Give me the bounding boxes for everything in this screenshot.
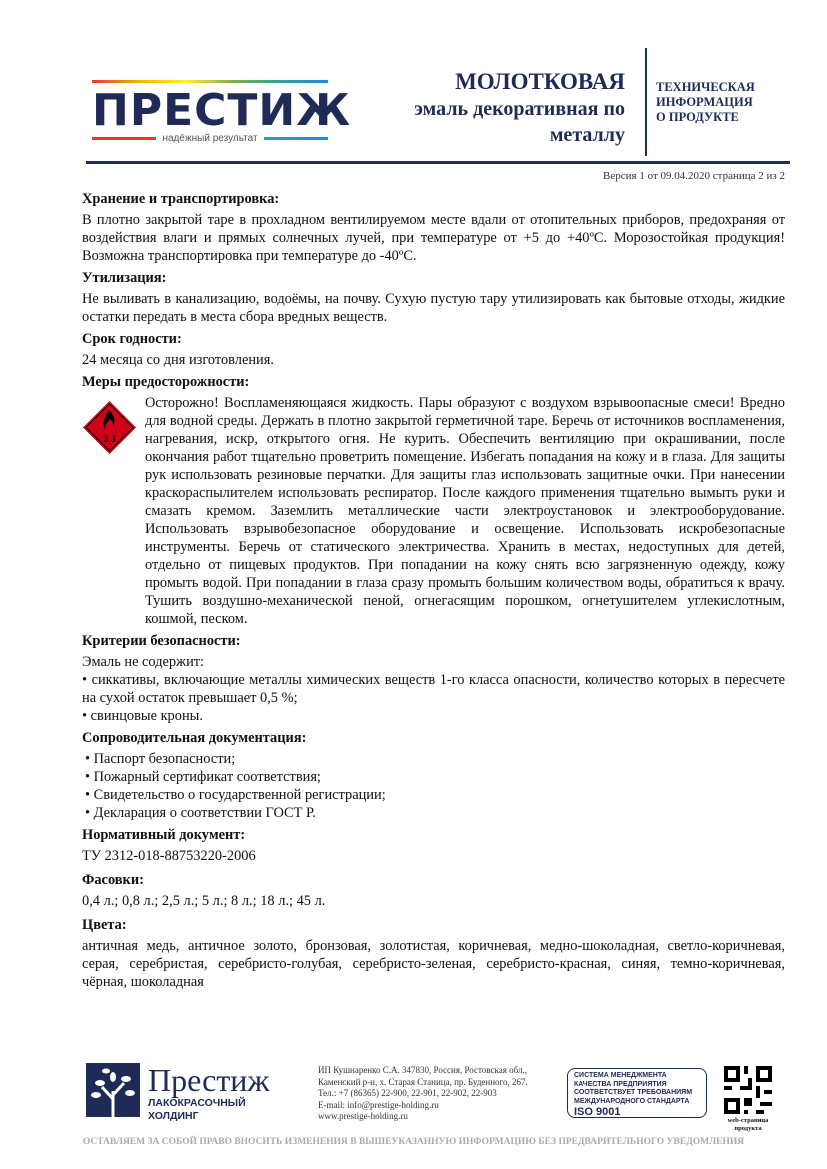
website-link[interactable]: www.prestige-holding.ru	[318, 1111, 408, 1121]
holding-logo: Престиж ЛАКОКРАСОЧНЫЙ ХОЛДИНГ	[86, 1063, 270, 1123]
safety-list	[82, 671, 785, 725]
list-item: • сиккативы, включающие металлы химических веществ 1-го класса опасности, количество которых в пересчете на сухой остаток превышает 0,5 %;	[82, 672, 785, 706]
section-heading: Критерии безопасности:	[82, 633, 241, 649]
section-text: Эмаль не содержит:	[82, 654, 205, 670]
flammable-hazard-icon	[82, 400, 137, 455]
section-heading: Сопроводительная документация:	[82, 730, 307, 746]
disclaimer: ОСТАВЛЯЕМ ЗА СОБОЙ ПРАВО ВНОСИТЬ ИЗМЕНЕНИЯ В ВЫШЕУКАЗАННУЮ ИНФОРМАЦИЮ БЕЗ ПРЕДВАРИТЕЛЬНОГО УВЕДОМЛЕНИЯ	[82, 1137, 745, 1147]
docs-list	[82, 750, 785, 822]
header-rule	[86, 161, 790, 164]
section-heading: Срок годности:	[82, 331, 182, 347]
list-item: • Декларация о соответствии ГОСТ Р.	[85, 805, 316, 821]
section-text: 24 месяца со дня изготовления.	[82, 352, 274, 368]
section-text: античная медь, античное золото, бронзовая, золотистая, коричневая, медно-шоколадная, светло-коричневая, серая, серебристая, серебристо-голубая, серебристо-зеленая, серебристо-красная, синяя, темно-коричневая, чёрная, шоколадная	[82, 938, 785, 990]
header-divider	[645, 48, 647, 156]
tree-logo-icon	[86, 1063, 140, 1117]
logo-word: ПРЕСТИЖ	[92, 85, 352, 136]
qr-label: web-страница продукта	[727, 1117, 769, 1132]
svg-text:3.3: 3.3	[103, 434, 116, 445]
list-item: • Свидетельство о государственной регистрации;	[85, 787, 386, 803]
email-link[interactable]: E-mail: info@prestige-holding.ru	[318, 1099, 439, 1110]
list-item: • Пожарный сертификат соответствия;	[85, 769, 321, 785]
iso-badge: СИСТЕМА МЕНЕДЖМЕНТА КАЧЕСТВА ПРЕДПРИЯТИЯ СООТВЕТСТВУЕТ ТРЕБОВАНИЯМ МЕЖДУНАРОДНОГО СТАНДАРТА ISO 9001	[567, 1068, 707, 1118]
prestige-logo	[92, 80, 352, 144]
section-text: ТУ 2312-018-88753220-2006	[82, 848, 256, 864]
section-heading: Цвета:	[82, 917, 127, 933]
document-body	[82, 190, 785, 995]
section-text: В плотно закрытой таре в прохладном вентилируемом месте вдали от отопительных приборов, предохраняя от воздействия влаги и прямых солнечных лучей, при температуре от +5 до +40ºС. Морозостойкая продукция! Возможна транспортировка при температуре до -40ºС.	[82, 212, 785, 264]
product-title: МОЛОТКОВАЯ эмаль декоративная по металлу	[414, 69, 625, 146]
section-heading: Хранение и транспортировка:	[82, 191, 280, 207]
section-text: 0,4 л.; 0,8 л.; 2,5 л.; 5 л.; 8 л.; 18 л.; 45 л.	[82, 893, 326, 909]
list-item: • свинцовые кроны.	[82, 708, 203, 724]
list-item: • Паспорт безопасности;	[85, 751, 236, 767]
section-text: Не выливать в канализацию, водоёмы, на почву. Сухую пустую тару утилизировать как бытовые отходы, жидкие остатки передать в места сбора вредных веществ.	[82, 291, 785, 325]
section-text: Осторожно! Воспламеняющаяся жидкость. Пары образуют с воздухом взрывоопасные смеси! Вредно для водной среды. Держать в плотно закрытой герметичной таре. Беречь от источников воспламенения, нагревания, искр, открытого огня. Не курить. Обеспечить вентиляцию при окрашивании, после окончания работ тщательно проветрить помещение. Избегать попадания на кожу и в глаза. Для защиты рук использовать резиновые перчатки. Для защиты глаз использовать защитные очки. При нанесении краскораспылителем использовать респиратор. После каждого применения тщательно вымыть руки и смазать кремом. Заземлить металлические части электроустановок и электрооборудование. Использовать взрывобезопасное оборудование и освещение. Использовать искробезопасные инструменты. Беречь от статического электричества. Хранить в местах, недоступных для детей, отдельно от пищевых продуктов. При попадании на кожу снять всю загрязненную одежду, кожу промыть водой. При попадании в глаза сразу промыть большим количеством воды, обратиться к врачу. Тушить воздушно-механической пеной, огнегасящим порошком, огнетушителем углекислотным, кошмой, песком.	[145, 395, 785, 627]
section-heading: Фасовки:	[82, 872, 144, 888]
section-heading: Меры предосторожности:	[82, 374, 250, 390]
section-heading: Утилизация:	[82, 270, 167, 286]
qr-code[interactable]	[724, 1066, 772, 1114]
company-contacts: ИП Кушнаренко С.А. 347830, Россия, Ростовская обл., Каменский р-н, х. Старая Станица, пр. Буденного, 267. Тел.: +7 (86365) 22-900, 22-901, 22-902, 22-903 E-mail: info@prestige-holding.ru www.prestige-holding.ru	[318, 1065, 528, 1121]
logo-tagline: надёжный результат	[162, 133, 258, 144]
section-heading: Нормативный документ:	[82, 827, 246, 843]
tech-info-label: ТЕХНИЧЕСКАЯ ИНФОРМАЦИЯ О ПРОДУКТЕ	[656, 80, 755, 124]
version-info: Версия 1 от 09.04.2020 страница 2 из 2	[603, 170, 785, 182]
